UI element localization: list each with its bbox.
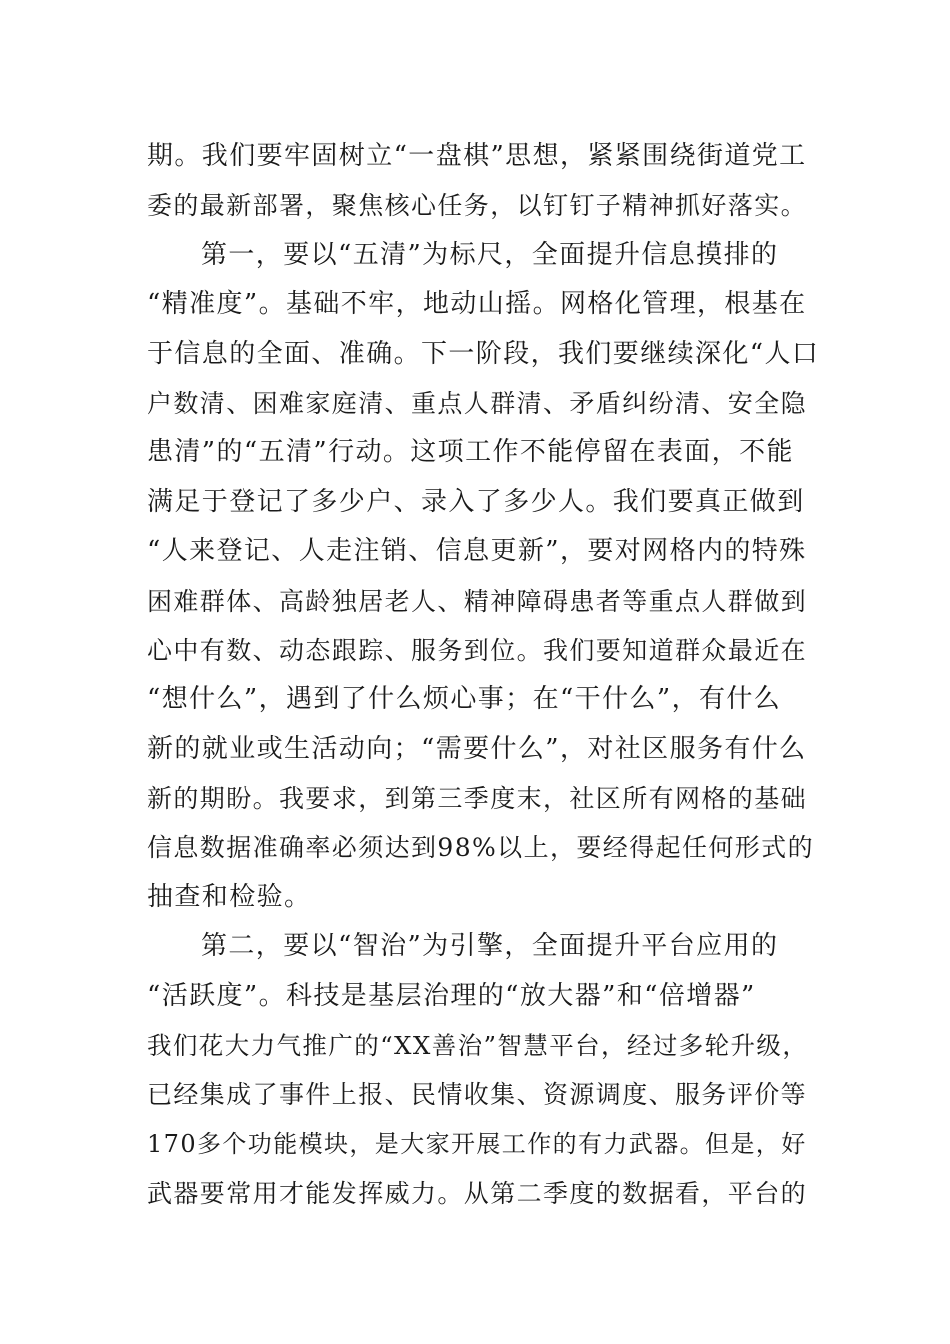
text-line: “精准度”。基础不牢，地动山摇。网格化管理，根基在 [147, 289, 807, 320]
body-text [147, 132, 819, 1219]
text-line: “想什么”，遇到了什么烦心事；在“干什么”，有什么 [147, 684, 782, 715]
text-line: 第二，要以“智治”为引擎，全面提升平台应用的 [201, 931, 779, 962]
text-line: “人来登记、人走注销、信息更新”，要对网格内的特殊 [147, 536, 807, 567]
text-line: 满足于登记了多少户、录入了多少人。我们要真正做到 [147, 486, 805, 517]
text-line: 心中有数、动态跟踪、服务到位。我们要知道群众最近在 [147, 635, 808, 665]
text-line: 新的就业或生活动向；“需要什么”，对社区服务有什么 [147, 733, 807, 764]
text-line: 信息数据准确率必须达到98%以上，要经得起任何形式的 [147, 833, 814, 863]
text-line: 委的最新部署，聚焦核心任务，以钉钉子精神抓好落实。 [147, 191, 808, 221]
text-line: 新的期盼。我要求，到第三季度末，社区所有网格的基础 [147, 784, 808, 814]
text-line: 已经集成了事件上报、民情收集、资源调度、服务评价等 [147, 1080, 808, 1110]
text-line: 170多个功能模块，是大家开展工作的有力武器。但是，好 [147, 1129, 807, 1158]
text-line: 于信息的全面、准确。下一阶段，我们要继续深化“人口 [147, 338, 820, 369]
text-line: 期。我们要牢固树立“一盘棋”思想，紧紧围绕街道党工 [147, 141, 807, 171]
text-line: “活跃度”。科技是基层治理的“放大器”和“倍增器” [147, 980, 756, 1011]
text-line: 抽查和检验。 [147, 881, 312, 912]
text-line: 我们花大力气推广的“XX善治”智慧平台，经过多轮升级， [147, 1031, 809, 1061]
text-line: 患清”的“五清”行动。这项工作不能停留在表面，不能 [147, 437, 794, 468]
text-line: 武器要常用才能发挥威力。从第二季度的数据看，平台的 [147, 1179, 808, 1209]
text-line: 困难群体、高龄独居老人、精神障碍患者等重点人群做到 [147, 586, 808, 616]
text-line: 户数清、困难家庭清、重点人群清、矛盾纠纷清、安全隐 [147, 388, 808, 418]
text-line: 第一，要以“五清”为标尺，全面提升信息摸排的 [201, 239, 779, 270]
